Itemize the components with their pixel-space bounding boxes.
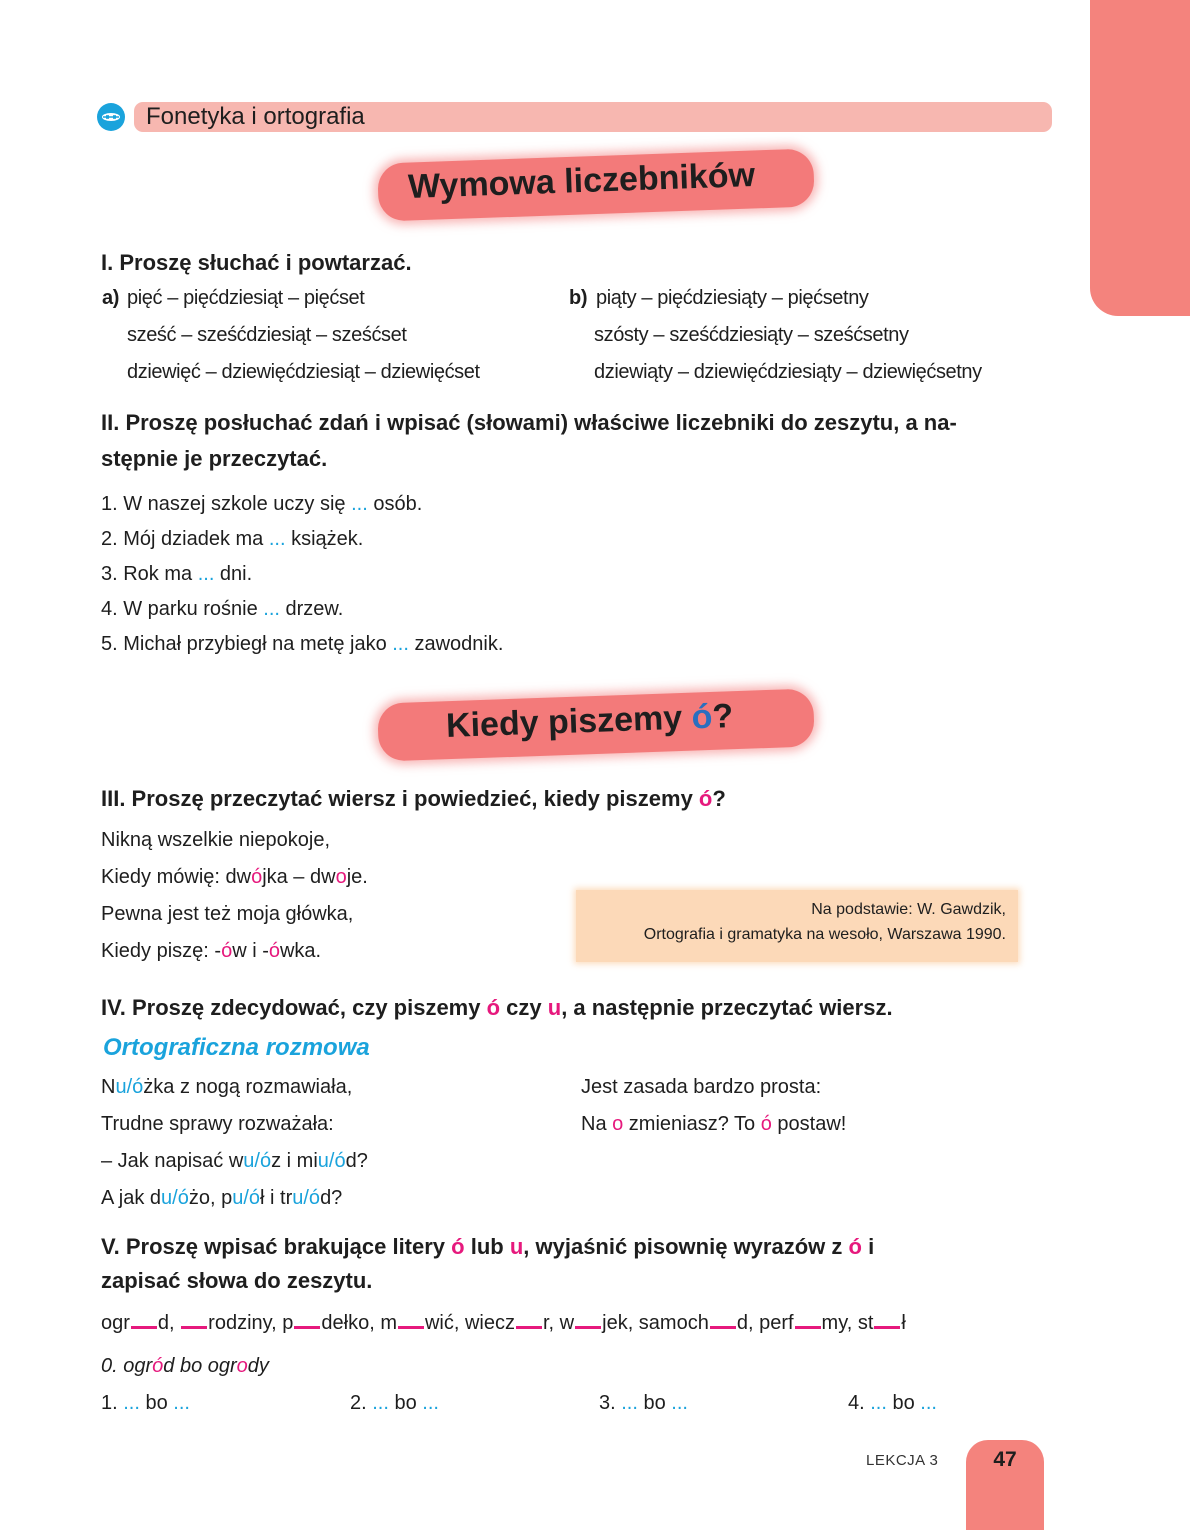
poem-line: Kiedy mówię: dwójka – dwoje.: [101, 866, 368, 888]
side-tab: [1090, 0, 1190, 316]
poem-line: – Jak napisać wu/óz i miu/ód?: [101, 1150, 368, 1172]
answer-item: 1. ... bo ...: [101, 1392, 190, 1414]
answer-item: 3. ... bo ...: [599, 1392, 688, 1414]
blank-gap[interactable]: [795, 1308, 821, 1329]
exercise-heading: V. Proszę wpisać brakujące litery ó lub u, wyjaśnić pisownię wyrazów z ó i: [101, 1234, 875, 1259]
poem-line: Pewna jest też moja główka,: [101, 903, 354, 925]
word-gaps-line: ogr d, rodziny, p dełko, m wić, wiecz r, w jek, samoch d, perf my, st ł: [101, 1308, 906, 1335]
speech-lips-icon: [97, 103, 125, 131]
exercise-heading: II. Proszę posłuchać zdań i wpisać (słowami) właściwe liczebniki do zeszytu, a na-: [101, 410, 957, 435]
list-item: 5. Michał przybiegł na metę jako ... zawodnik.: [101, 633, 504, 655]
list-item: 3. Rok ma ... dni.: [101, 563, 253, 585]
number-row: dziewiąty – dziewięćdziesiąty – dziewięćsetny: [594, 361, 982, 383]
source-line: Ortografia i gramatyka na wesoło, Warszawa 1990.: [643, 926, 1006, 943]
list-item: 2. Mój dziadek ma ... książek.: [101, 528, 364, 550]
section-title: Fonetyka i ortografia: [146, 103, 365, 130]
blank-gap[interactable]: [294, 1308, 320, 1329]
lesson-title: Wymowa liczebników: [407, 155, 756, 207]
number-row: dziewięć – dziewięćdziesiąt – dziewięćset: [127, 361, 480, 383]
exercise-heading: III. Proszę przeczytać wiersz i powiedzieć, kiedy piszemy ó?: [101, 786, 726, 811]
exercise-heading: stępnie je przeczytać.: [101, 446, 328, 471]
lesson-title: Kiedy piszemy ó?: [445, 697, 734, 746]
poem-line: A jak du/óżo, pu/ół i tru/ód?: [101, 1187, 343, 1209]
lesson-label: LEKCJA 3: [866, 1452, 939, 1469]
blank-gap[interactable]: [181, 1308, 207, 1329]
blank-gap[interactable]: [398, 1308, 424, 1329]
blank-gap[interactable]: [516, 1308, 542, 1329]
blank-gap[interactable]: [874, 1308, 900, 1329]
exercise-label: b): [569, 287, 588, 309]
list-item: 1. W naszej szkole uczy się ... osób.: [101, 493, 423, 515]
list-item: 4. W parku rośnie ... drzew.: [101, 598, 344, 620]
number-row: szósty – sześćdziesiąty – sześćsetny: [594, 324, 909, 346]
poem-line: Nikną wszelkie niepokoje,: [101, 829, 331, 851]
poem-line: Jest zasada bardzo prosta:: [581, 1076, 822, 1098]
exercise-label: a): [102, 287, 119, 309]
blank-gap[interactable]: [710, 1308, 736, 1329]
exercise-heading: I. Proszę słuchać i powtarzać.: [101, 250, 412, 275]
blank-gap[interactable]: [131, 1308, 157, 1329]
poem-line: Kiedy piszę: -ów i -ówka.: [101, 940, 322, 962]
number-row: pięć – pięćdziesiąt – pięćset: [127, 287, 365, 309]
answer-item: 4. ... bo ...: [848, 1392, 937, 1414]
exercise-heading: IV. Proszę zdecydować, czy piszemy ó czy u, a następnie przeczytać wiersz.: [101, 995, 893, 1020]
poem-line: Nu/óżka z nogą rozmawiała,: [101, 1076, 353, 1098]
example-line: 0. ogród bo ogrody: [101, 1355, 269, 1377]
poem-line: Na o zmieniasz? To ó postaw!: [581, 1113, 847, 1135]
blank-gap[interactable]: [575, 1308, 601, 1329]
number-row: sześć – sześćdziesiąt – sześćset: [127, 324, 407, 346]
page-number: 47: [966, 1440, 1044, 1530]
source-line: Na podstawie: W. Gawdzik,: [811, 901, 1006, 918]
answer-item: 2. ... bo ...: [350, 1392, 439, 1414]
number-row: piąty – pięćdziesiąty – pięćsetny: [596, 287, 869, 309]
exercise-heading: zapisać słowa do zeszytu.: [101, 1268, 373, 1293]
poem-title: Ortograficzna rozmowa: [103, 1034, 370, 1061]
poem-line: Trudne sprawy rozważała:: [101, 1113, 334, 1135]
